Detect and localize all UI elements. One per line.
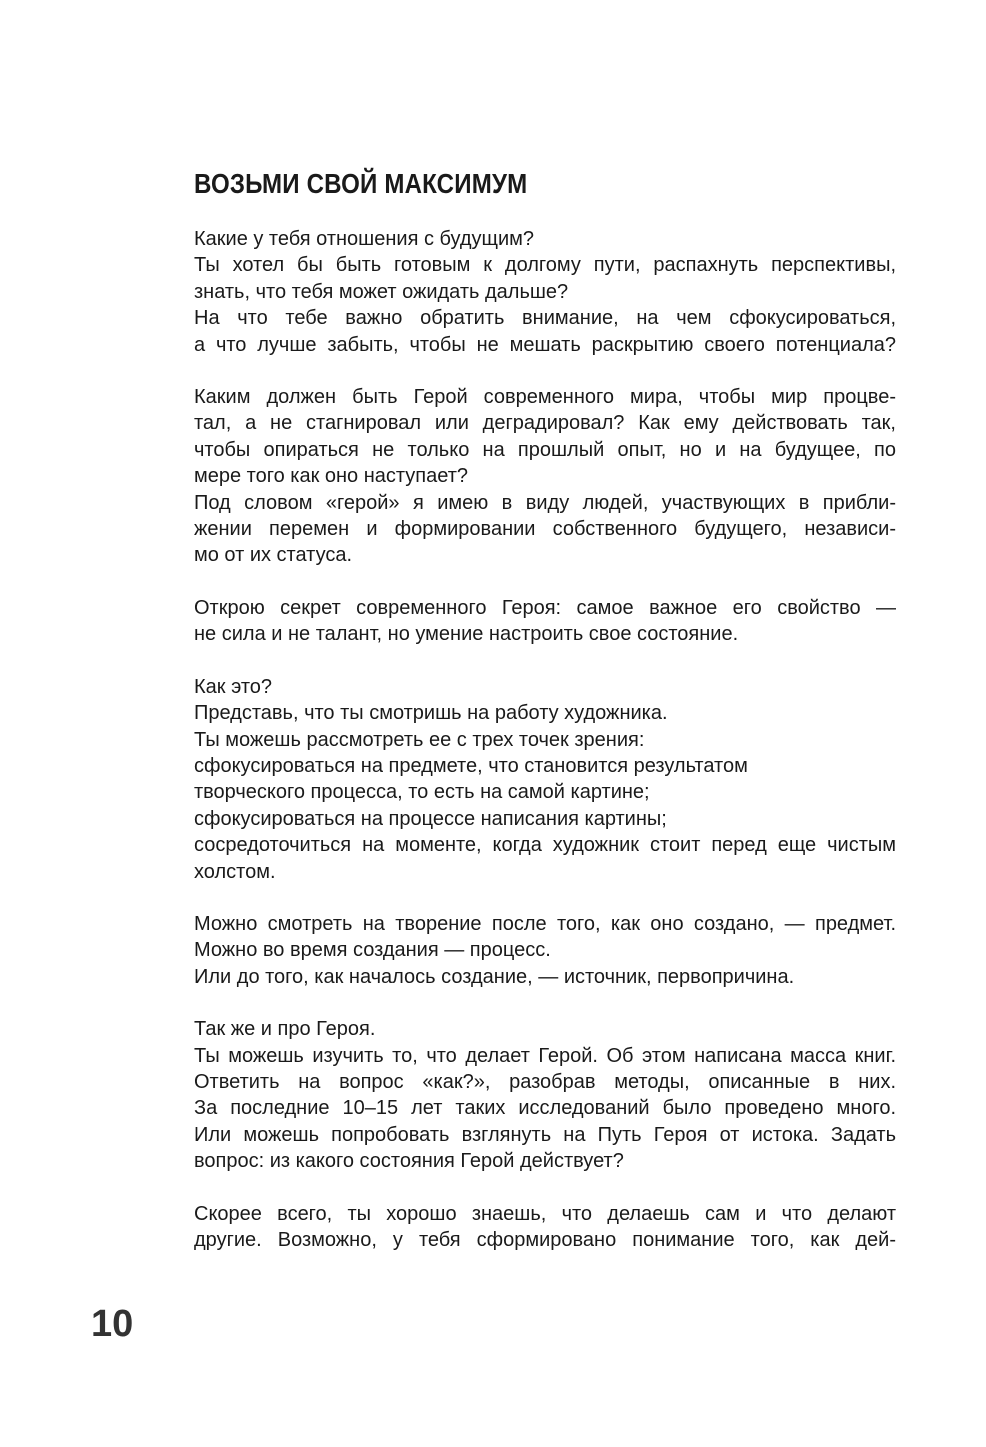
text-line: вопрос: из какого состояния Герой действует?: [194, 1150, 624, 1173]
text-line: не сила и не талант, но умение настроить свое состояние.: [194, 623, 739, 646]
text-line: Или до того, как началось создание, — источник, первопричина.: [194, 965, 795, 988]
text-line: Ты можешь рассмотреть ее с трех точек зрения:: [194, 728, 645, 751]
text-line: Как это?: [194, 675, 273, 698]
paragraph: [194, 384, 896, 569]
text-line: На что тебе важно обратить внимание, на чем сфокусироваться,: [194, 307, 896, 330]
text-line: Под словом «герой» я имею в виду людей, участвующих в прибли-: [194, 491, 896, 514]
text-line: мо от их статуса.: [194, 544, 353, 567]
text-line: Ты хотел бы быть готовым к долгому пути, распахнуть перспективы,: [194, 254, 896, 277]
body-text: [194, 226, 896, 1279]
page-number: 10: [91, 1303, 134, 1345]
paragraph: [194, 595, 896, 648]
text-line: Ответить на вопрос «как?», разобрав методы, описанные в них.: [194, 1070, 896, 1093]
paragraph: [194, 911, 896, 990]
text-line: Можно смотреть на творение после того, как оно создано, — предмет.: [194, 912, 896, 935]
text-line: Открою секрет современного Героя: самое важное его свойство —: [194, 596, 896, 619]
text-line: мере того как оно наступает?: [194, 465, 468, 488]
text-line: а что лучше забыть, чтобы не мешать раскрытию своего потенциала?: [194, 333, 896, 356]
text-line: сфокусироваться на процессе написания картины;: [194, 807, 667, 830]
text-line: Можно во время создания — процесс.: [194, 939, 551, 962]
text-line: творческого процесса, то есть на самой картине;: [194, 781, 650, 804]
text-line: жении перемен и формировании собственного будущего, независи-: [194, 518, 896, 541]
text-line: другие. Возможно, у тебя сформировано понимание того, как дей-: [194, 1229, 896, 1251]
paragraph: [194, 226, 896, 358]
text-line: чтобы опираться не только на прошлый опыт, но и на будущее, по: [194, 438, 896, 461]
text-line: Ты можешь изучить то, что делает Герой. Об этом написана масса книг.: [194, 1044, 896, 1067]
text-line: знать, что тебя может ожидать дальше?: [194, 280, 569, 303]
text-line: Какие у тебя отношения с будущим?: [194, 228, 535, 250]
text-line: Каким должен быть Герой современного мира, чтобы мир процве-: [194, 386, 896, 409]
text-line: сфокусироваться на предмете, что становится результатом: [194, 754, 748, 777]
paragraph: [194, 674, 896, 885]
text-line: Представь, что ты смотришь на работу художника.: [194, 702, 668, 725]
text-line: тал, а не стагнировал или деградировал? Как ему действовать так,: [194, 412, 896, 435]
paragraph: [194, 1201, 896, 1254]
chapter-heading: ВОЗЬМИ СВОЙ МАКСИМУМ: [194, 168, 528, 199]
paragraph: [194, 1016, 896, 1174]
text-line: Или можешь попробовать взглянуть на Путь Героя от истока. Задать: [194, 1123, 896, 1146]
text-line: Скорее всего, ты хорошо знаешь, что делаешь сам и что делают: [194, 1202, 896, 1225]
text-line: Так же и про Героя.: [194, 1018, 376, 1041]
text-line: сосредоточиться на моменте, когда художник стоит перед еще чистым: [194, 834, 896, 857]
text-line: За последние 10–15 лет таких исследований было проведено много.: [194, 1097, 896, 1120]
text-line: холстом.: [194, 860, 276, 883]
